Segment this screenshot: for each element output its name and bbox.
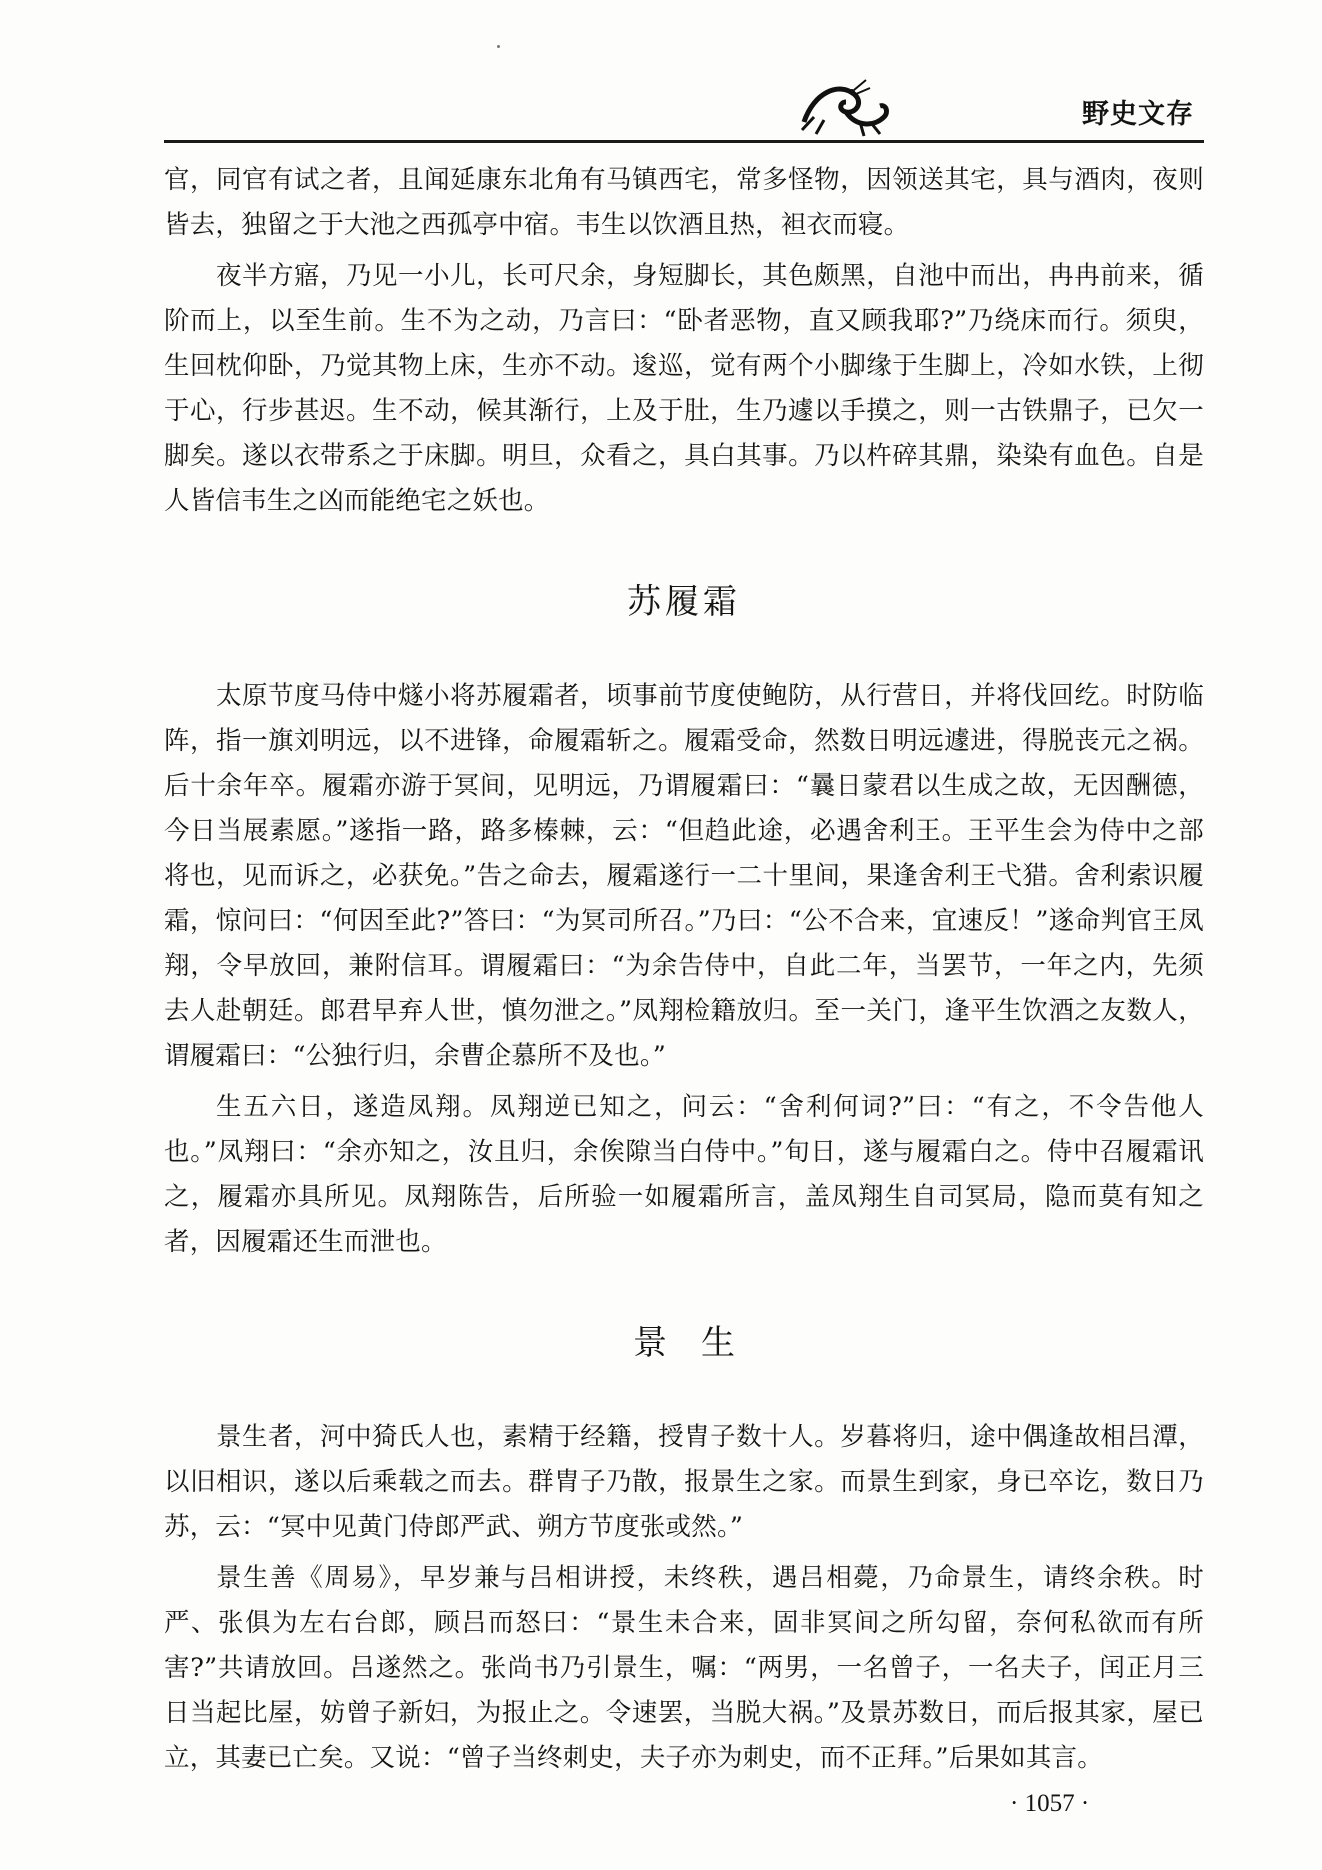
main-text bbox=[164, 158, 1204, 1787]
paragraph: 夜半方寤，乃见一小儿，长可尺余，身短脚长，其色颇黑，自池中而出，冉冉前来，循阶而上，以至生前。生不为之动，乃言曰：“卧者恶物，直又顾我耶?”乃绕床而行。须臾，生回枕仰卧，乃觉其物上床，生亦不动。逡巡，觉有两个小脚缘于生脚上，冷如水铁，上彻于心，行步甚迟。生不动，候其渐行，上及于肚，生乃遽以手摸之，则一古铁鼎子，已欠一脚矣。遂以衣带系之于床脚。明旦，众看之，具白其事。乃以杵碎其鼎，染染有血色。自是人皆信韦生之凶而能绝宅之妖也。 bbox=[164, 261, 1204, 516]
scan-speck bbox=[497, 45, 500, 48]
section-title: 景生 bbox=[633, 1323, 769, 1363]
paragraph: 太原节度马侍中燧小将苏履霜者，顷事前节度使鲍防，从行营日，并将伐回纥。时防临阵，指一旗刘明远，以不进锋，命履霜斩之。履霜受命，然数日明远遽进，得脱丧元之祸。后十余年卒。履霜亦游于冥间，见明远，乃谓履霜曰：“曩日蒙君以生成之故，无因酬德，今日当展素愿。”遂指一路，路多榛棘，云：“但趋此途，必遇舍利王。王平生会为侍中之部将也，见而诉之，必获免。”告之命去，履霜遂行一二十里间，果逢舍利王弋猎。舍利索识履霜，惊问曰：“何因至此?”答曰：“为冥司所召。”乃曰：“公不合来，宜速反！”遂命判官王凤翔，令早放回，兼附信耳。谓履霜曰：“为余告侍中，自此二年，当罢节，一年之内，先须去人赴朝廷。郎君早弃人世，慎勿泄之。”凤翔检籍放归。至一关门，逢平生饮酒之友数人，谓履霜曰：“公独行归，余曹企慕所不及也。” bbox=[164, 681, 1204, 1071]
paragraph: 景生者，河中猗氏人也，素精于经籍，授胄子数十人。岁暮将归，途中偶逢故相吕潭，以旧相识，遂以后乘载之而去。群胄子乃散，报景生之家。而景生到家，身已卒讫，数日乃苏，云：“冥中见黄门侍郎严武、朔方节度张或然。” bbox=[164, 1422, 1204, 1542]
dragon-emblem-icon bbox=[794, 72, 894, 142]
page-header bbox=[164, 82, 1204, 143]
header-title: 野史文存 bbox=[1082, 99, 1194, 130]
paragraph: 生五六日，遂造凤翔。凤翔逆已知之，问云：“舍利何词?”曰：“有之，不令告他人也。”凤翔曰：“余亦知之，汝且归，余俟隙当白侍中。”旬日，遂与履霜白之。侍中召履霜讯之，履霜亦具所见。凤翔陈告，后所验一如履霜所言，盖凤翔生自司冥局，隐而莫有知之者，因履霜还生而泄也。 bbox=[164, 1092, 1204, 1257]
page-number: · 1057 · bbox=[1010, 1790, 1090, 1817]
paragraph: 官，同官有试之者，且闻延康东北角有马镇西宅，常多怪物，因领送其宅，具与酒肉，夜则皆去，独留之于大池之西孤亭中宿。韦生以饮酒且热，袒衣而寝。 bbox=[164, 165, 1204, 240]
paragraph: 景生善《周易》，早岁兼与吕相讲授，未终秩，遇吕相薨，乃命景生，请终余秩。时严、张俱为左右台郎，顾吕而怒曰：“景生未合来，固非冥间之所勾留，奈何私欲而有所害?”共请放回。吕遂然之。张尚书乃引景生，嘱：“两男，一名曾子，一名夫子，闰正月三日当起比屋，妨曾子新妇，为报止之。令速罢，当脱大祸。”及景苏数日，而后报其家，屋已立，其妻已亡矣。又说：“曾子当终刺史，夫子亦为刺史，而不正拜。”后果如其言。 bbox=[164, 1563, 1204, 1773]
section-title: 苏履霜 bbox=[627, 582, 741, 622]
